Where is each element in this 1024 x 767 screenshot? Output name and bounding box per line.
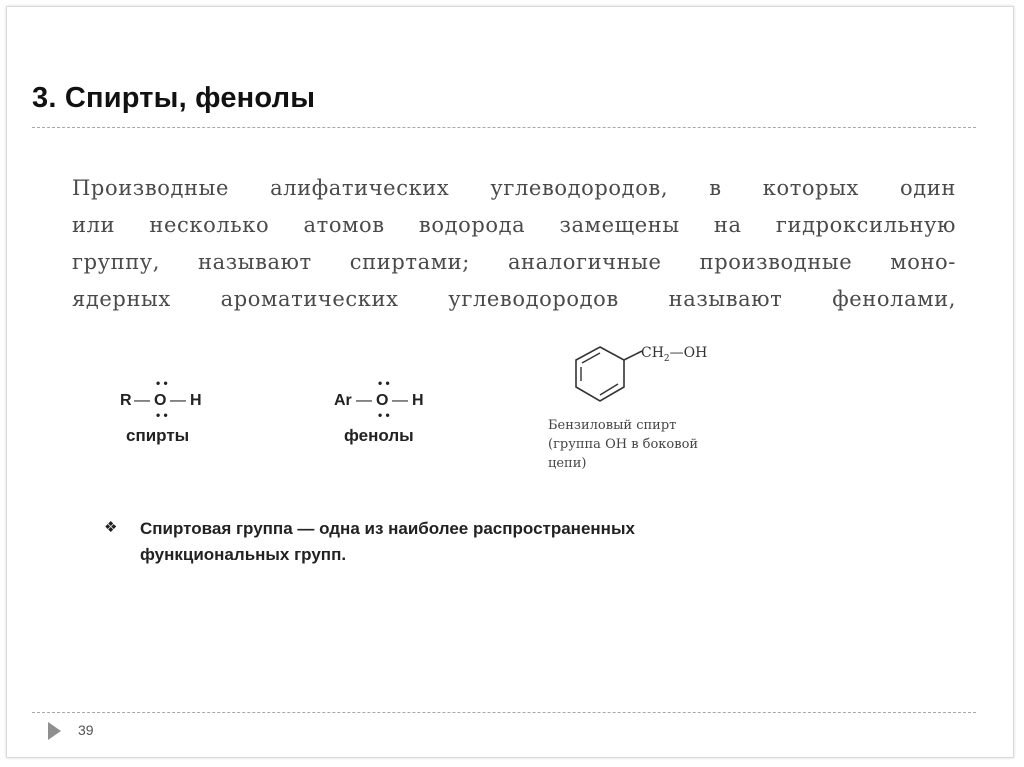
alcohol-oxygen-label: O <box>154 392 167 409</box>
phenol-h-label: H <box>412 392 424 409</box>
benzene-ring-icon <box>570 343 650 409</box>
alcohol-caption: спирты <box>126 426 190 445</box>
lone-pair-dots: • • <box>378 408 390 422</box>
phenol-caption: фенолы <box>344 426 414 445</box>
triangle-arrow-icon <box>48 722 61 740</box>
alcohol-r-label: R <box>120 392 132 409</box>
paragraph-line: группу, называют спиртами; аналогичные производные моно- <box>72 250 956 274</box>
bullet-text <box>140 516 800 568</box>
title-divider <box>32 127 976 128</box>
benzyl-formula <box>641 345 707 364</box>
benzyl-oh-label: —OH <box>669 345 708 361</box>
slide-title: 3. Спирты, фенолы <box>32 82 316 114</box>
benzyl-caption-line: (группа ОН в боковой <box>548 437 699 452</box>
bond-dash: — <box>134 392 150 409</box>
phenol-ar-label: Ar <box>334 392 352 409</box>
diamond-bullet-icon: ❖ <box>104 519 118 536</box>
bond-dash: — <box>392 392 408 409</box>
lone-pair-dots: • • <box>156 376 168 390</box>
definition-paragraph <box>72 170 956 318</box>
benzyl-caption <box>548 416 748 473</box>
bond-dash: — <box>356 392 372 409</box>
page-number: 39 <box>78 722 94 738</box>
phenol-oxygen-label: O <box>376 392 389 409</box>
paragraph-line: или несколько атомов водорода замещены на гидроксильную <box>72 213 956 237</box>
alcohol-h-label: H <box>190 392 202 409</box>
benzyl-caption-line: цепи) <box>548 456 587 471</box>
bond-dash: — <box>170 392 186 409</box>
benzyl-caption-line: Бензиловый спирт <box>548 418 677 433</box>
bullet-line: функциональных групп. <box>140 545 347 564</box>
footer-divider <box>32 712 976 713</box>
lone-pair-dots: • • <box>156 408 168 422</box>
paragraph-line: Производные алифатических углеводородов, в которых один <box>72 176 956 200</box>
benzyl-subscript: 2 <box>663 353 670 364</box>
benzyl-ch-label: CH <box>641 345 664 361</box>
lone-pair-dots: • • <box>378 376 390 390</box>
paragraph-line: ядерных ароматических углеводородов называют фенолами, <box>72 287 956 311</box>
bullet-line: Спиртовая группа — одна из наиболее распространенных <box>140 519 635 538</box>
